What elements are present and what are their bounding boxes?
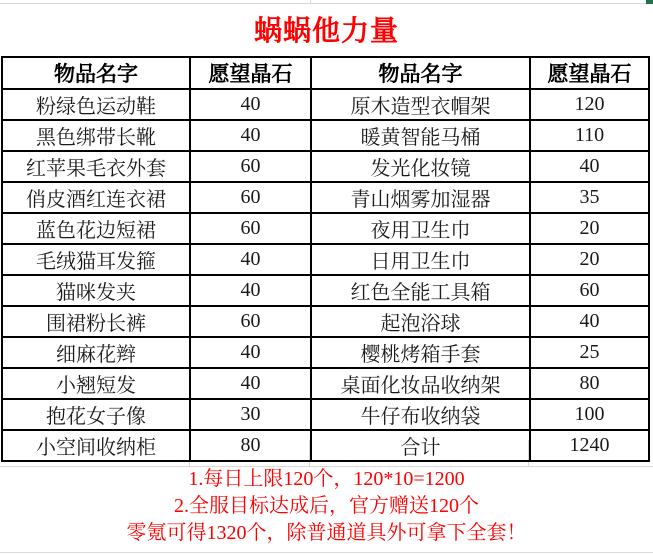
item-name-cell[interactable]: 围裙粉长裤 xyxy=(2,306,190,337)
column-header-item-name-right[interactable]: 物品名字 xyxy=(311,57,530,89)
crystal-value-cell[interactable]: 20 xyxy=(530,213,649,244)
item-name-cell[interactable]: 日用卫生巾 xyxy=(311,244,530,275)
column-header-item-name-left[interactable]: 物品名字 xyxy=(2,57,190,89)
crystal-value-cell[interactable]: 40 xyxy=(190,275,311,306)
total-value-cell[interactable]: 1240 xyxy=(530,430,649,461)
item-name-cell[interactable]: 牛仔布收纳袋 xyxy=(311,399,530,430)
table-row xyxy=(2,368,649,399)
crystal-value-cell[interactable]: 60 xyxy=(190,306,311,337)
table-row xyxy=(2,89,649,120)
total-label-cell[interactable]: 合计 xyxy=(311,430,530,461)
item-name-cell[interactable]: 起泡浴球 xyxy=(311,306,530,337)
wish-crystal-table xyxy=(1,56,650,462)
item-name-cell[interactable]: 樱桃烤箱手套 xyxy=(311,337,530,368)
item-name-cell[interactable]: 蓝色花边短裙 xyxy=(2,213,190,244)
crystal-value-cell[interactable]: 120 xyxy=(530,89,649,120)
note-line-server-goal[interactable]: 2.全服目标达成后，官方赠送120个 xyxy=(174,495,479,517)
crystal-value-cell[interactable]: 60 xyxy=(190,151,311,182)
page-title[interactable]: 蜗蜗他力量 xyxy=(253,16,399,47)
item-name-cell[interactable]: 毛绒猫耳发箍 xyxy=(2,244,190,275)
table-row xyxy=(2,430,649,461)
item-name-cell[interactable]: 黑色绑带长靴 xyxy=(2,120,190,151)
item-name-cell[interactable]: 猫咪发夹 xyxy=(2,275,190,306)
gridline-tick-top xyxy=(310,0,311,3)
crystal-value-cell[interactable]: 40 xyxy=(190,337,311,368)
table-row xyxy=(2,399,649,430)
table-row xyxy=(2,244,649,275)
item-name-cell[interactable]: 红色全能工具箱 xyxy=(311,275,530,306)
crystal-value-cell[interactable]: 40 xyxy=(190,368,311,399)
crystal-value-cell[interactable]: 60 xyxy=(190,182,311,213)
item-name-cell[interactable]: 抱花女子像 xyxy=(2,399,190,430)
item-name-cell[interactable]: 桌面化妆品收纳架 xyxy=(311,368,530,399)
crystal-value-cell[interactable]: 40 xyxy=(530,306,649,337)
item-name-cell[interactable]: 原木造型衣帽架 xyxy=(311,89,530,120)
item-name-cell[interactable]: 小翘短发 xyxy=(2,368,190,399)
crystal-value-cell[interactable]: 40 xyxy=(530,151,649,182)
table-row xyxy=(2,213,649,244)
crystal-value-cell[interactable]: 100 xyxy=(530,399,649,430)
item-name-cell[interactable]: 俏皮酒红连衣裙 xyxy=(2,182,190,213)
crystal-value-cell[interactable]: 40 xyxy=(190,120,311,151)
item-name-cell[interactable]: 粉绿色运动鞋 xyxy=(2,89,190,120)
crystal-value-cell[interactable]: 35 xyxy=(530,182,649,213)
table-row xyxy=(2,120,649,151)
cell-selection-corner-mark xyxy=(646,0,653,4)
crystal-value-cell[interactable]: 20 xyxy=(530,244,649,275)
column-header-wish-crystal-left[interactable]: 愿望晶石 xyxy=(190,57,311,89)
table-row xyxy=(2,182,649,213)
item-name-cell[interactable]: 红苹果毛衣外套 xyxy=(2,151,190,182)
crystal-value-cell[interactable]: 30 xyxy=(190,399,311,430)
item-name-cell[interactable]: 青山烟雾加湿器 xyxy=(311,182,530,213)
crystal-value-cell[interactable]: 80 xyxy=(530,368,649,399)
item-name-cell[interactable]: 发光化妆镜 xyxy=(311,151,530,182)
footer-notes xyxy=(0,466,653,547)
gridline-top xyxy=(0,3,653,4)
item-name-cell[interactable]: 小空间收纳柜 xyxy=(2,430,190,461)
crystal-value-cell[interactable]: 40 xyxy=(190,244,311,275)
crystal-value-cell[interactable]: 25 xyxy=(530,337,649,368)
table-row xyxy=(2,337,649,368)
item-name-cell[interactable]: 夜用卫生巾 xyxy=(311,213,530,244)
crystal-value-cell[interactable]: 110 xyxy=(530,120,649,151)
crystal-value-cell[interactable]: 80 xyxy=(190,430,311,461)
crystal-value-cell[interactable]: 60 xyxy=(190,213,311,244)
crystal-value-cell[interactable]: 60 xyxy=(530,275,649,306)
table-row xyxy=(2,151,649,182)
table-header-row xyxy=(2,57,649,89)
note-line-free-total[interactable]: 零氪可得1320个，除普通道具外可拿下全套！ xyxy=(126,522,527,544)
item-name-cell[interactable]: 细麻花辫 xyxy=(2,337,190,368)
note-line-daily-limit[interactable]: 1.每日上限120个，120*10=1200 xyxy=(188,468,465,490)
gridline-bottom xyxy=(0,552,653,553)
column-header-wish-crystal-right[interactable]: 愿望晶石 xyxy=(530,57,649,89)
item-name-cell[interactable]: 暖黄智能马桶 xyxy=(311,120,530,151)
crystal-value-cell[interactable]: 40 xyxy=(190,89,311,120)
table-row xyxy=(2,275,649,306)
table-row xyxy=(2,306,649,337)
